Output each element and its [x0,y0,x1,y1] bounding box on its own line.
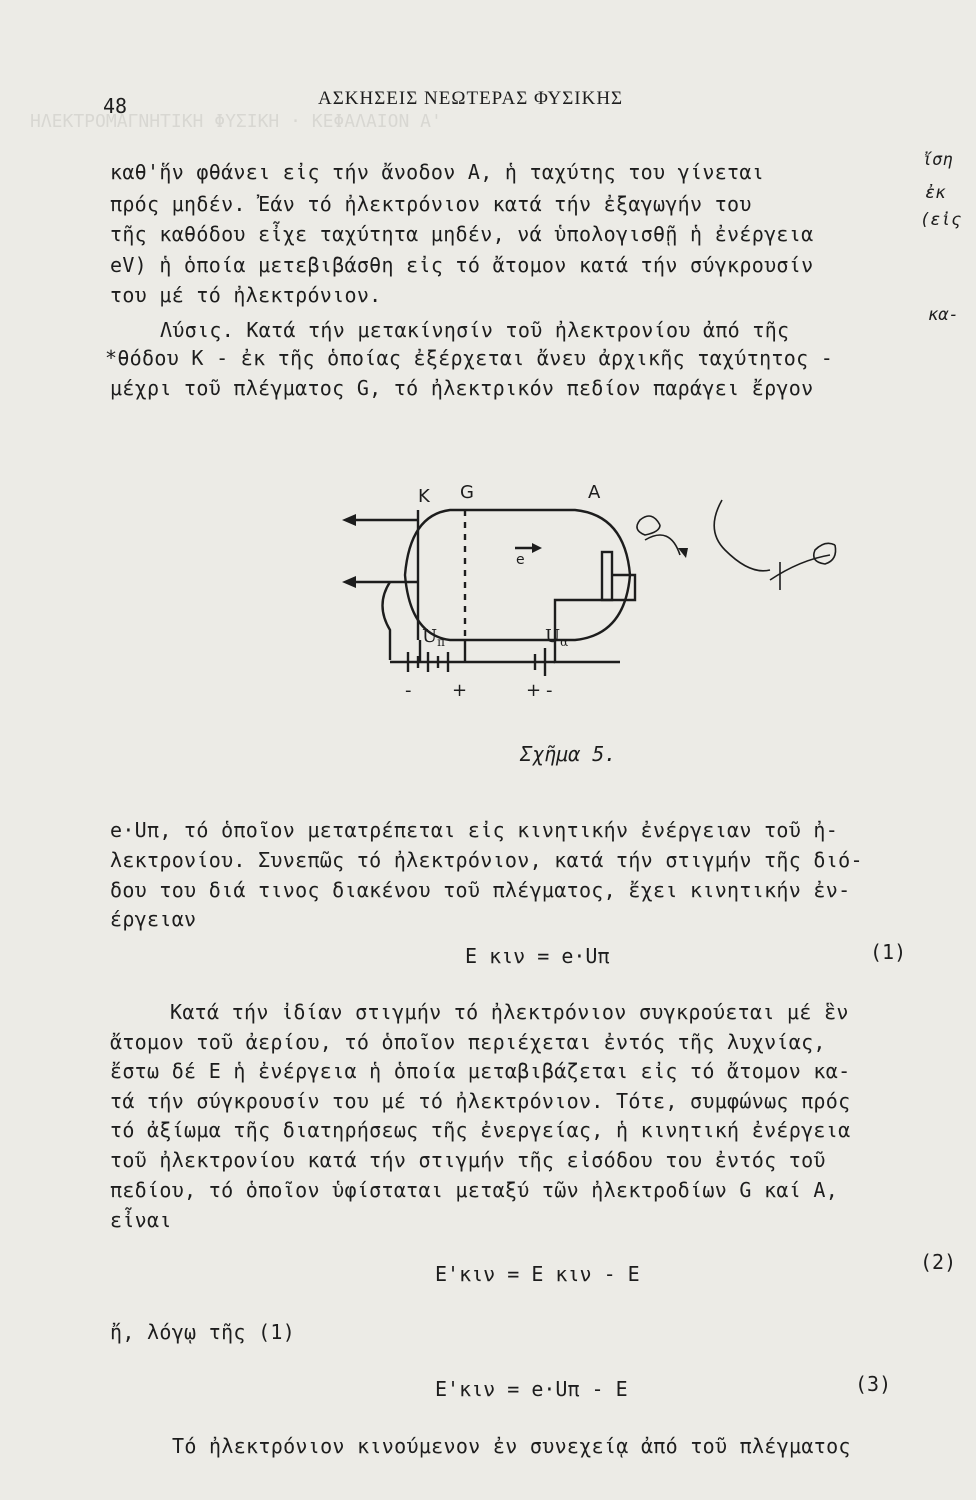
body-line: τά τήν σύγκρουσίν του μέ τό ἠλεκτρόνιον. Τότε, συμφώνως πρός [110,1089,851,1113]
margin-note: κα- [928,305,959,325]
solution-line: Λύσις. Κατά τήν μετακίνησίν τοῦ ἠλεκτρονίου ἀπό τῆς [160,318,790,342]
solution-line: μέχρι τοῦ πλέγματος G, τό ἠλεκτρικόν πεδίον παράγει ἔργον [110,376,814,400]
body-line: λεκτρονίου. Συνεπῶς τό ἠλεκτρόνιον, κατά τήν στιγμήν τῆς διό- [110,848,863,872]
solution-line: *θόδου Κ - ἐκ τῆς ὁποίας ἐξέρχεται ἄνευ ἀρχικῆς ταχύτητος - [105,346,834,370]
problem-line: καθ'ἥν φθάνει εἰς τήν ἄνοδον Α, ἡ ταχύτης του γίνεται [110,160,765,184]
label-up: $U_\pi$ [422,626,446,649]
label-k: K [418,486,430,507]
equation-3: E'κιν = e·Uπ - E [435,1377,628,1401]
body-line: Κατά τήν ἰδίαν στιγμήν τό ἠλεκτρόνιον συγκρούεται μέ ἓν [170,1000,849,1024]
problem-line: πρός μηδέν. Ἐάν τό ἠλεκτρόνιον κατά τήν ἐξαγωγήν του [110,192,752,216]
margin-note: ἐκ [925,183,946,203]
polarity-plus: + [452,680,468,700]
problem-line: τῆς καθόδου εἶχε ταχύτητα μηδέν, νά ὑπολογισθῇ ἡ ἐνέργεια [110,222,814,246]
body-line: τό ἀξίωμα τῆς διατηρήσεως τῆς ἐνεργείας, ἡ κινητική ἐνέργεια [110,1118,851,1142]
body-line: δου του διά τινος διακένου τοῦ πλέγματος, ἔχει κινητικήν ἐν- [110,878,851,902]
equation-2: E'κιν = E κιν - E [435,1262,640,1286]
running-title: ΑΣΚΗΣΕΙΣ ΝΕΩΤΕΡΑΣ ΦΥΣΙΚΗΣ [318,88,624,109]
label-a: A [588,482,601,503]
polarity-minus: - [546,680,553,700]
body-line: εἶναι [110,1208,172,1232]
label-electron: e [516,552,525,568]
margin-note: ἴση [922,150,953,170]
equation-1: E κιν = e·Uπ [465,944,610,968]
arrow-head [342,576,356,588]
margin-note: (εἰς [920,210,961,230]
page-number: 48 [103,94,128,118]
body-line: τοῦ ἠλεκτρονίου κατά τήν στιγμήν τῆς εἰσόδου του ἐντός τοῦ [110,1148,826,1172]
arrow-head [532,543,542,553]
circuit-figure [330,470,860,700]
arrow-head [342,514,356,526]
equation-number: (3) [855,1372,892,1396]
figure-caption: Σχῆμα 5. [520,742,617,766]
equation-number: (1) [870,940,907,964]
label-ua: $U_\alpha$ [545,626,569,649]
body-line: ἄτομον τοῦ ἀερίου, τό ὁποῖον περιέχεται ἐντός τῆς λυχνίας, [110,1030,826,1054]
label-g: G [460,482,474,503]
equation-number: (2) [920,1250,957,1274]
body-line: ἔστω δέ Ε ἡ ἐνέργεια ἡ ὁποία μεταβιβάζεται εἰς τό ἄτομον κα- [110,1059,851,1083]
body-line: e·Uπ, τό ὁποῖον μετατρέπεται εἰς κινητικήν ἐνέργειαν τοῦ ἠ- [110,818,839,842]
bleed-through-text: ΗΛΕΚΤΡΟΜΑΓΝΗΤΙΚΗ ΦΥΣΙΚΗ · ΚΕΦΑΛΑΙΟΝ Α' [30,111,442,132]
tube-envelope [405,510,630,640]
body-line: Τό ἠλεκτρόνιον κινούμενον ἐν συνεχείᾳ ἀπό τοῦ πλέγματος [172,1434,851,1458]
problem-line: eV) ἡ ὁποία μετεβιβάσθη εἰς τό ἄτομον κατά τήν σύγκρουσίν [110,253,814,277]
body-line: ἤ, λόγῳ τῆς (1) [110,1320,296,1344]
body-line: έργειαν [110,907,197,931]
body-line: πεδίου, τό ὁποῖον ὑφίσταται μεταξύ τῶν ἠλεκτροδίων G καί Α, [110,1178,839,1202]
polarity-plus: + [526,680,542,700]
anode-plate [602,552,612,600]
problem-line: του μέ τό ἠλεκτρόνιον. [110,283,382,307]
polarity-minus: - [405,680,412,700]
